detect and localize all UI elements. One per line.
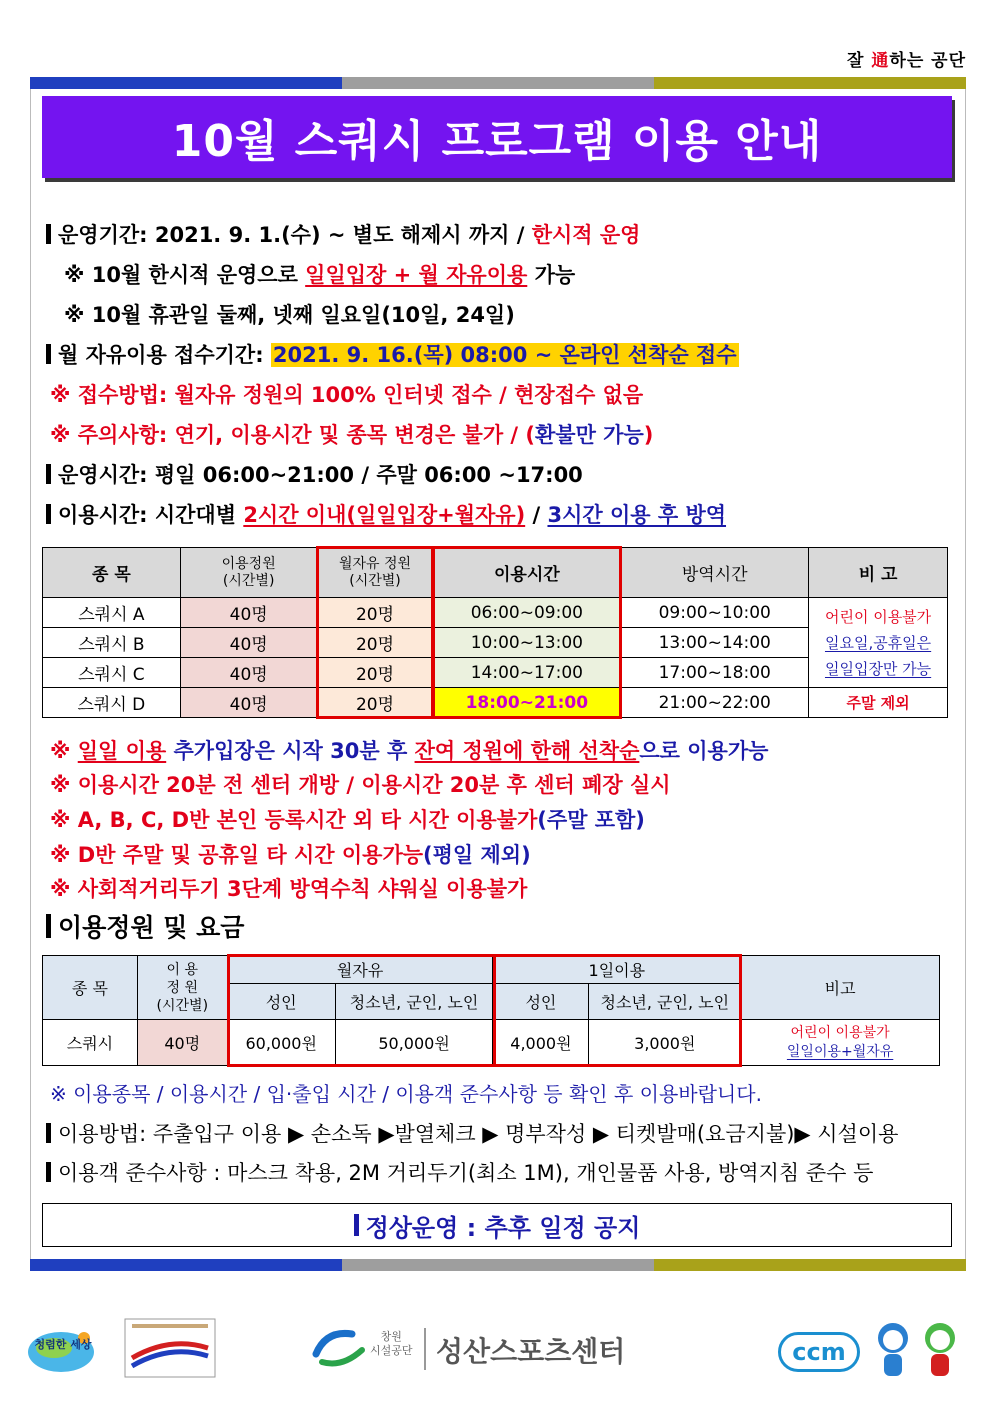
cell-remark-weekend: 주말 제외 [809, 688, 948, 718]
cell-monthly: 20명 [317, 688, 433, 718]
cell-name: 스쿼시 B [43, 628, 181, 658]
fee-cell-monthly-adult: 60,000원 [227, 1020, 335, 1066]
header-capacity: 이용정원 (시간별) [180, 548, 317, 598]
cell-monthly: 20명 [317, 598, 433, 628]
cell-disinfect: 13:00~14:00 [621, 628, 809, 658]
usage-time-line: 이용시간: 시간대별 2시간 이내(일일입장+월자유) / 3시간 이용 후 방역 [46, 499, 726, 529]
fee-cell-capacity: 40명 [137, 1020, 227, 1066]
fee-cell-remark: 어린이 이용불가 일일이용+월자유 [741, 1020, 940, 1066]
fee-header-youth: 청소년, 군인, 노인 [589, 984, 741, 1020]
header-name: 종 목 [43, 548, 181, 598]
cell-monthly: 20명 [317, 658, 433, 688]
rule-own-time: ※ A, B, C, D반 본인 등록시간 외 타 시간 이용불가(주말 포함) [50, 808, 645, 832]
bullet-bar-icon [46, 914, 51, 938]
rule-shower: ※ 사회적거리두기 3단계 방역수칙 샤워실 이용불가 [50, 877, 528, 901]
integrity-logo: 청렴한 세상 [26, 1318, 96, 1388]
bullet-bar-icon [46, 344, 51, 364]
bullet-bar-icon [354, 1214, 359, 1236]
fee-header-daily: 1일이용 [493, 956, 741, 984]
registration-method: ※ 접수방법: 월자유 정원의 100% 인터넷 접수 / 현장접수 없음 [50, 383, 644, 407]
fee-header-youth: 청소년, 군인, 노인 [335, 984, 493, 1020]
ccm-badge: ccm [778, 1332, 860, 1372]
fee-header-monthly: 월자유 [227, 956, 493, 984]
bullet-bar-icon [46, 504, 51, 524]
caution-line: ※ 주의사항: 연기, 이용시간 및 종목 변경은 불가 / (환불만 가능) [50, 423, 654, 447]
top-stripe [30, 77, 966, 89]
fee-header-name: 종 목 [43, 956, 138, 1020]
cell-time-highlighted: 18:00~21:00 [433, 688, 621, 718]
bottom-stripe [30, 1259, 966, 1271]
rule-open-close: ※ 이용시간 20분 전 센터 개방 / 이용시간 20분 후 센터 폐장 실시 [50, 773, 671, 797]
compliance-line: 이용객 준수사항 : 마스크 착용, 2M 거리두기(최소 1M), 개인물품 사용, 방역지침 준수 등 [46, 1157, 873, 1187]
fee-header-capacity: 이 용 정 원 (시간별) [137, 956, 227, 1020]
schedule-header-row [43, 548, 948, 598]
cell-disinfect: 17:00~18:00 [621, 658, 809, 688]
table-row [43, 688, 948, 718]
operating-hours: 운영시간: 평일 06:00~21:00 / 주말 06:00 ~17:00 [46, 459, 583, 489]
header-monthly-capacity: 월자유 정원 (시간별) [317, 548, 433, 598]
cell-capacity: 40명 [180, 598, 317, 628]
fee-cell-monthly-youth: 50,000원 [335, 1020, 493, 1066]
fee-header-adult: 성인 [493, 984, 589, 1020]
fee-table [42, 955, 940, 1066]
rule-daily-entry: ※ 일일 이용 추가입장은 시작 30분 후 잔여 정원에 한해 선착순으로 이용가능 [50, 739, 769, 763]
slogan: 잘 通하는 공단 [847, 51, 966, 71]
ccm-logos [778, 1318, 968, 1388]
bullet-bar-icon [46, 464, 51, 484]
center-logo: 창원 시설공단 성산스포츠센터 [312, 1318, 632, 1388]
note-daily-monthly: ※ 10월 한시적 운영으로 일일입장 + 월 자유이용 가능 [64, 263, 576, 287]
cell-disinfect: 21:00~22:00 [621, 688, 809, 718]
center-name: 성산스포츠센터 [436, 1335, 626, 1368]
table-row [43, 598, 948, 628]
bullet-bar-icon [46, 1123, 51, 1143]
bullet-bar-icon [46, 224, 51, 244]
table-row [43, 1020, 940, 1066]
title-banner [42, 96, 952, 178]
bullet-bar-icon [46, 1162, 51, 1182]
cell-disinfect: 09:00~10:00 [621, 598, 809, 628]
cell-name: 스쿼시 D [43, 688, 181, 718]
procedure-line: 이용방법: 주출입구 이용 ▶ 손소독 ▶발열체크 ▶ 명부작성 ▶ 티켓발매(요금지불)▶ 시설이용 [46, 1118, 898, 1148]
cell-capacity: 40명 [180, 628, 317, 658]
schedule-table [42, 547, 948, 718]
note-closed-days: ※ 10월 휴관일 둘째, 넷째 일요일(10일, 24일) [64, 303, 515, 327]
cell-remark: 어린이 이용불가 일요일,공휴일은 일일입장만 가능 [809, 598, 948, 688]
cell-time: 10:00~13:00 [433, 628, 621, 658]
cell-time: 06:00~09:00 [433, 598, 621, 628]
fee-header-adult: 성인 [227, 984, 335, 1020]
cell-name: 스쿼시 C [43, 658, 181, 688]
mascot-icon [868, 1318, 968, 1382]
notice-box: 정상운영 : 추후 일정 공지 [42, 1203, 952, 1247]
cell-capacity: 40명 [180, 688, 317, 718]
fee-cell-daily-youth: 3,000원 [589, 1020, 741, 1066]
confirm-notice: ※ 이용종목 / 이용시간 / 입·출입 시간 / 이용객 준수사항 등 확인 후 이용바랍니다. [50, 1082, 762, 1106]
header-remark: 비 고 [809, 548, 948, 598]
cell-name: 스쿼시 A [43, 598, 181, 628]
cell-capacity: 40명 [180, 658, 317, 688]
changwon-logo-icon [312, 1324, 368, 1374]
period-line: 운영기간: 2021. 9. 1.(수) ~ 별도 해제시 까지 / 한시적 운영 [46, 219, 640, 249]
fee-cell-name: 스쿼시 [43, 1020, 138, 1066]
certificate-icon [124, 1318, 216, 1378]
certificate-emblem [124, 1318, 216, 1388]
fee-header-remark: 비고 [741, 956, 940, 1020]
page-title: 10월 스쿼시 프로그램 이용 안내 [171, 116, 823, 167]
cell-monthly: 20명 [317, 628, 433, 658]
cell-time: 14:00~17:00 [433, 658, 621, 688]
monthly-registration-line: 월 자유이용 접수기간: 2021. 9. 16.(목) 08:00 ~ 온라인 선착순 접수 [46, 339, 739, 369]
fee-header-row [43, 956, 940, 984]
header-disinfect: 방역시간 [621, 548, 809, 598]
header-time: 이용시간 [433, 548, 621, 598]
rule-d-weekend: ※ D반 주말 및 공휴일 타 시간 이용가능(평일 제외) [50, 843, 531, 867]
fee-cell-daily-adult: 4,000원 [493, 1020, 589, 1066]
fee-section-title: 이용정원 및 요금 [46, 908, 244, 944]
